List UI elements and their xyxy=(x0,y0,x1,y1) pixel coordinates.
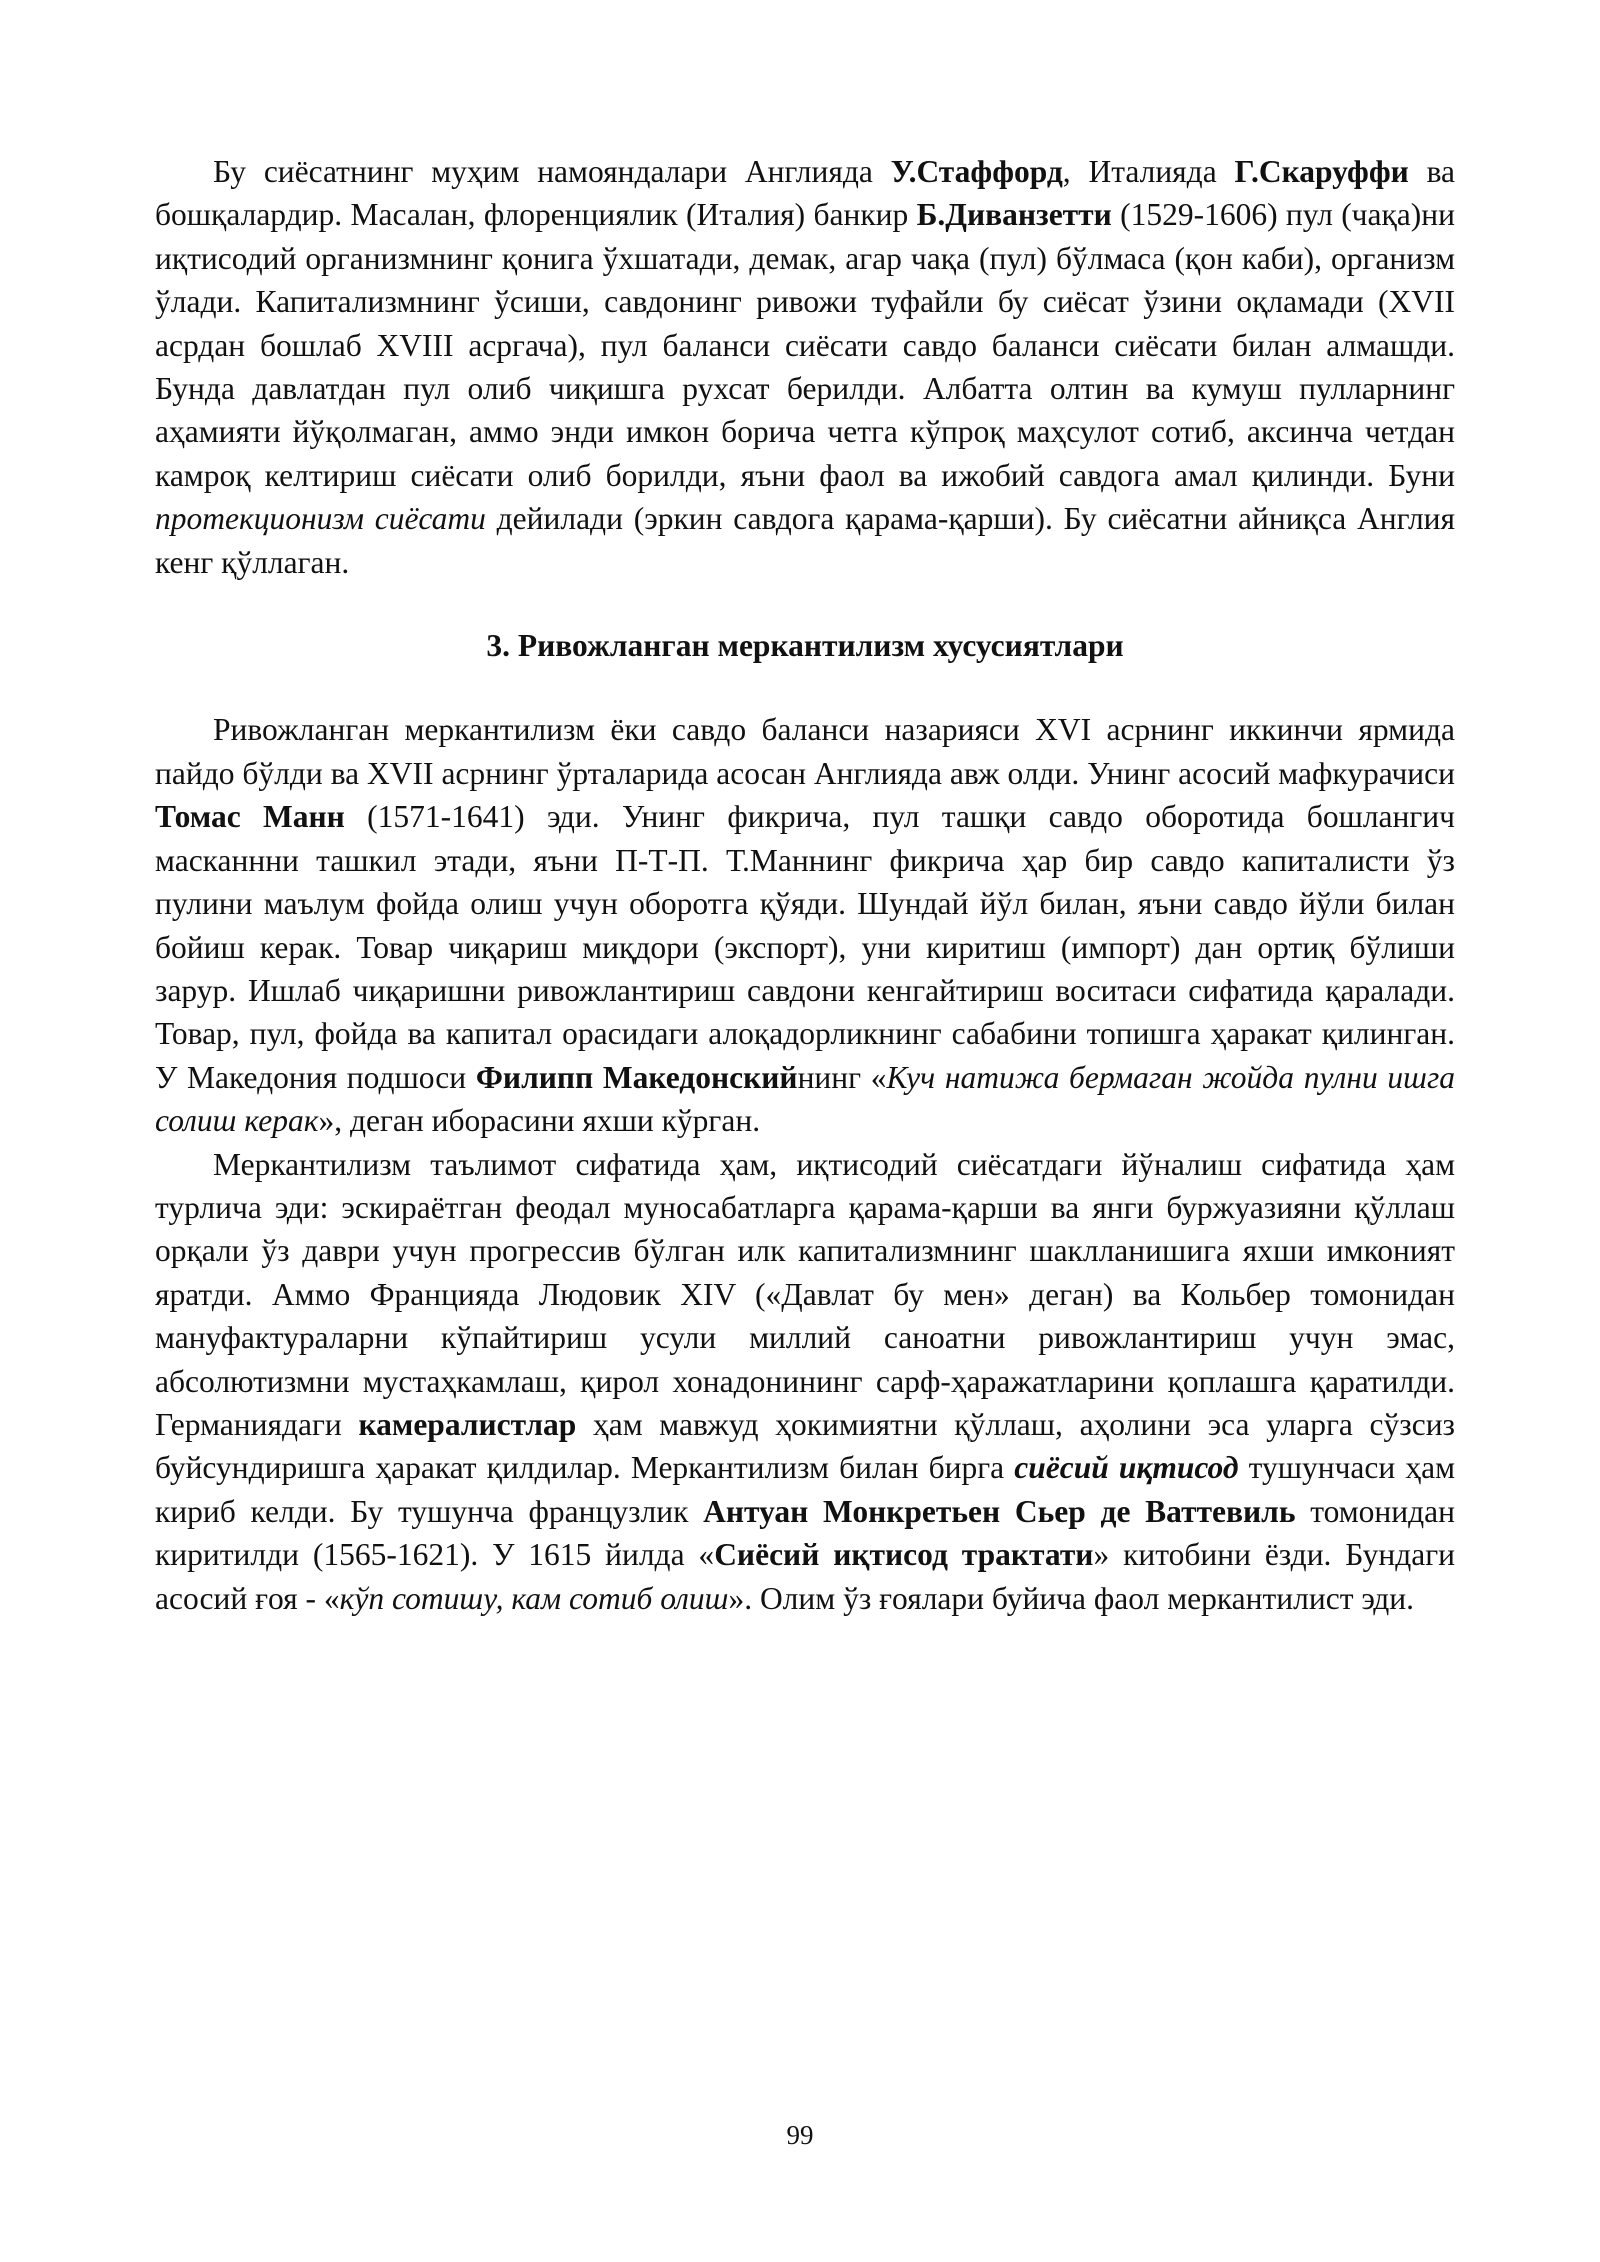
text-run: , Италияда xyxy=(1062,154,1235,189)
text-run: (1571-1641) эди. Унинг фикрича, пул ташқи савдо оборотида бошлангич масканнни ташкил этади, яъни П-Т-П. Т.Маннинг фикрича ҳар бир савдо капиталисти ўз пулини маълум фойда олиш учун оборотга қўяди. Шундай йўл билан, яъни савдо йўли билан бойиш керак. Товар чиқариш миқдори (экспорт), уни киритиш (импорт) дан ортиқ бўлиши зарур. Ишлаб чиқаришни ривожлантириш савдони кенгайтириш воситаси сифатида қаралади. Товар, пул, фойда ва капитал орасидаги алоқадорликнинг сабабини топишга ҳаракат қилинган. У Македония подшоси xyxy=(155,799,1456,1095)
person-name-bold: Томас Манн xyxy=(155,799,345,835)
document-page xyxy=(155,150,1455,1620)
term-bold: камералистлар xyxy=(358,1406,577,1442)
text-run: », деган иборасини яхши кўрган. xyxy=(318,1103,761,1139)
term-bold-italic: сиёсий иқтисод xyxy=(1014,1450,1239,1486)
text-run: Бу сиёсатнинг муҳим намояндалари Англияда xyxy=(213,154,891,189)
text-run: нинг « xyxy=(797,1059,887,1095)
text-run: Меркантилизм таълимот сифатида ҳам, иқтисодий сиёсатдаги йўналиш сифатида ҳам турлича эди: эскираётган феодал муносабатларга қарама-қарши ва янги буржуазияни қўллаш орқали ўз даври учун прогрессив бўлган илк капитализмнинг шаклланишига яхши имконият яратди. Аммо Францияда Людовик XIV («Давлат бу мен» деган) ва Кольбер томонидан мануфактураларни кўпайтириш усули миллий саноатни ривожлантириш учун эмас, абсолютизмни мустаҳкамлаш, қирол хонадонининг сарф-ҳаражатларини қоплашга қаратилди. Германиядаги xyxy=(155,1146,1455,1442)
text-run: ҳам мавжуд ҳокимиятни қўллаш, аҳолини эса уларга сўзсиз буйсундиришга ҳаракат қилдилар. Меркантилизм билан бирга xyxy=(155,1406,1455,1486)
text-run: » китобини ёзди. Бундаги асосий ғоя - « xyxy=(155,1537,1456,1616)
quote-italic: кўп сотишу, кам сотиб олиш xyxy=(339,1580,729,1616)
book-title-bold: Сиёсий иқтисод трактати xyxy=(714,1537,1094,1573)
body-paragraph xyxy=(155,150,1455,584)
person-name-bold: Антуан Монкретьен Сьер де Ваттевиль xyxy=(703,1493,1296,1529)
page-number: 99 xyxy=(786,2120,814,2150)
text-run: дейилади (эркин савдога қарама-қарши). Бу сиёсатни айниқса Англия кенг қўллаган. xyxy=(155,501,1456,580)
section-heading: 3. Ривожланган меркантилизм хусусиятлари xyxy=(486,628,1124,664)
text-run: томонидан киритилди (1565-1621). У 1615 йилда « xyxy=(155,1493,1455,1573)
text-run: Ривожланган меркантилизм ёки савдо баланси назарияси XVI асрнинг иккинчи ярмида пайдо бўлди ва XVII асрнинг ўрталарида асосан Англияда авж олди. Унинг асосий мафкурачиси xyxy=(155,712,1455,791)
person-name-bold: Г.Скаруффи xyxy=(1234,154,1409,189)
person-name-bold: У.Стаффорд xyxy=(890,154,1063,189)
person-name-bold: Филипп Македонский xyxy=(475,1059,798,1095)
quote-italic: Куч натижа бермаган жойда пулни ишга солиш керак xyxy=(155,1059,1455,1139)
person-name-bold: Б.Диванзетти xyxy=(916,197,1112,233)
term-italic: протекционизм сиёсати xyxy=(155,501,486,537)
text-run: ». Олим ўз ғоялари буйича фаол меркантилист эди. xyxy=(728,1580,1414,1616)
text-run: тушунчаси ҳам кириб келди. Бу тушунча французлик xyxy=(155,1450,1455,1529)
body-paragraph xyxy=(155,1143,1455,1620)
text-run: (1529-1606) пул (чақа)ни иқтисодий организмнинг қонига ўхшатади, демак, агар чақа (пул) бўлмаса (қон каби), организм ўлади. Капитализмнинг ўсиши, савдонинг ривожи туфайли бу сиёсат ўзини оқламади (XVII асрдан бошлаб XVIII асргача), пул баланси сиёсати савдо баланси сиёсати билан алмашди. Бунда давлатдан пул олиб чиқишга рухсат берилди. Албатта олтин ва кумуш пулларнинг аҳамияти йўқолмаган, аммо энди имкон борича четга кўпроқ маҳсулот сотиб, аксинча четдан камроқ келтириш сиёсати олиб борилди, яъни фаол ва ижобий савдога амал қилинди. Буни xyxy=(155,197,1455,493)
text-run: ва бошқалардир. Масалан, флоренциялик (Италия) банкир xyxy=(155,154,1456,233)
body-paragraph xyxy=(155,708,1455,1142)
